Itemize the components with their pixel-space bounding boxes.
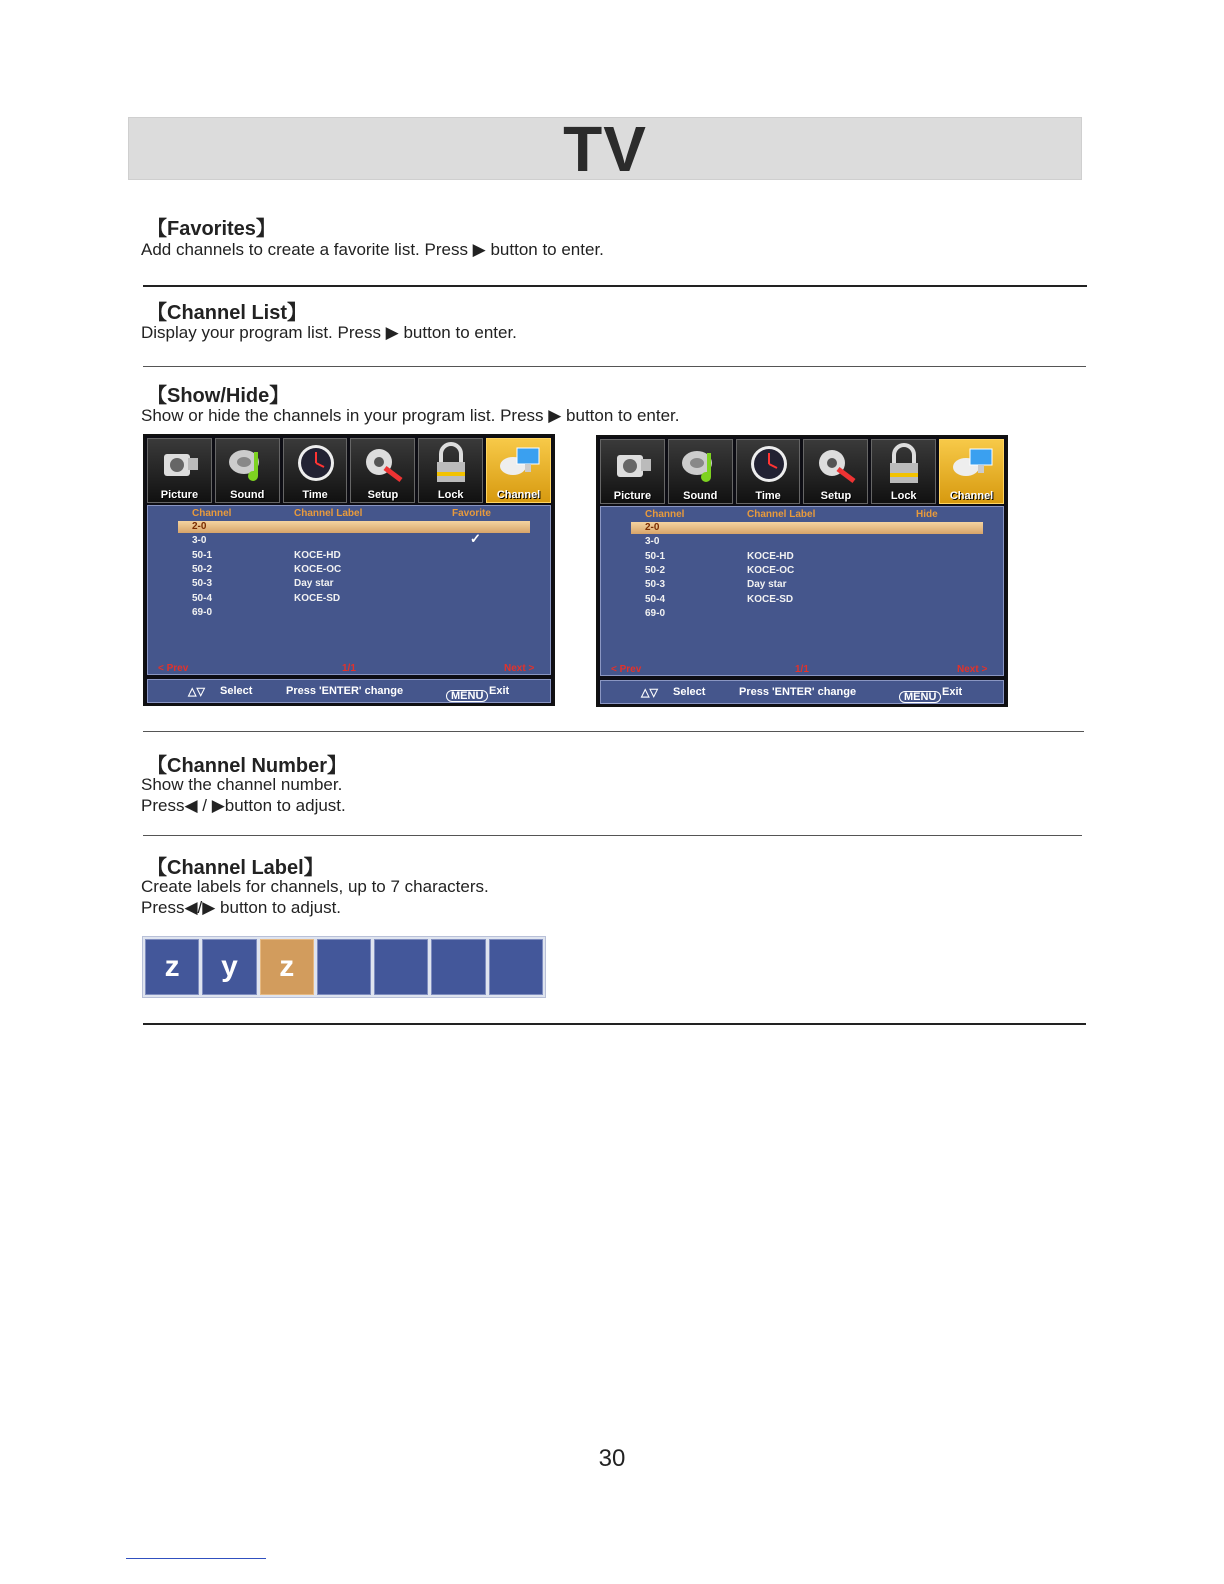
footer-enter: Press 'ENTER' change xyxy=(286,685,404,697)
tab-channel[interactable] xyxy=(939,439,1004,504)
divider xyxy=(143,731,1084,732)
footer-enter: Press 'ENTER' change xyxy=(739,686,857,698)
row-channel[interactable]: 3-0 xyxy=(192,535,207,547)
prev-link[interactable]: < Prev xyxy=(611,664,642,675)
tab-lock[interactable] xyxy=(871,439,936,504)
divider xyxy=(143,835,1082,836)
menu-tabs xyxy=(147,438,551,503)
tab-label: Setup xyxy=(820,490,852,502)
show-hide-text: Show or hide the channels in your program list. Press ▶ button to enter. xyxy=(141,406,680,425)
channel-list-text: Display your program list. Press ▶ button to enter. xyxy=(141,323,517,342)
up-down-icon: △▽ xyxy=(188,686,205,698)
tab-label: Time xyxy=(302,489,328,501)
show-hide-heading: 【Show/Hide】 xyxy=(147,385,290,407)
row-channel[interactable]: 50-3 xyxy=(192,578,213,590)
tab-label: Lock xyxy=(890,490,917,502)
tab-lock[interactable] xyxy=(418,438,483,503)
col-channel: Channel xyxy=(645,509,685,520)
label-char[interactable]: y xyxy=(202,939,256,995)
col-menu_left: Favorite xyxy=(452,508,491,519)
menu-footer: △▽ Select Press 'ENTER' change MENU Exit xyxy=(147,679,551,703)
tab-label: Channel xyxy=(949,490,994,502)
divider xyxy=(143,285,1087,287)
tv-menu-hide xyxy=(596,435,1008,707)
tab-picture[interactable] xyxy=(147,438,212,503)
row-label: KOCE-SD xyxy=(294,592,341,604)
page-indicator: 1/1 xyxy=(795,664,809,675)
tab-setup[interactable] xyxy=(350,438,415,503)
channel-label-line2: Press◀/▶ button to adjust. xyxy=(141,898,342,917)
row-label: KOCE-HD xyxy=(747,550,794,562)
tab-time[interactable] xyxy=(736,439,801,504)
up-down-icon: △▽ xyxy=(641,687,658,699)
row-channel[interactable]: 69-0 xyxy=(645,607,666,619)
row-channel[interactable]: 50-3 xyxy=(645,579,666,591)
prev-label: Prev xyxy=(619,664,642,675)
page-indicator: 1/1 xyxy=(342,663,356,674)
footer-exit: Exit xyxy=(489,685,510,697)
tab-label: Picture xyxy=(613,490,652,502)
tab-channel[interactable] xyxy=(486,438,551,503)
favorites-heading: 【Favorites】 xyxy=(147,218,276,240)
row-label: Day star xyxy=(294,578,334,590)
row-label: KOCE-OC xyxy=(747,564,795,576)
col-channel-label: Channel Label xyxy=(294,508,363,519)
prev-link[interactable]: < Prev xyxy=(158,663,189,674)
channel-label-editor xyxy=(142,936,546,998)
row-label: KOCE-SD xyxy=(747,593,794,605)
tv-menu-favorite xyxy=(143,434,555,706)
row-channel[interactable]: 50-4 xyxy=(645,593,666,605)
label-char[interactable] xyxy=(374,939,428,995)
selection-highlight xyxy=(631,522,983,534)
channel-number-line2: Press◀ / ▶button to adjust. xyxy=(141,796,346,815)
footer-select: Select xyxy=(220,685,253,697)
tab-label: Lock xyxy=(437,489,464,501)
divider xyxy=(143,366,1086,367)
col-menu_right: Hide xyxy=(916,509,938,520)
prev-label: Prev xyxy=(166,663,189,674)
label-char[interactable] xyxy=(489,939,543,995)
row-channel[interactable]: 3-0 xyxy=(645,536,660,548)
tab-label: Channel xyxy=(496,489,541,501)
channel-number-heading: 【Channel Number】 xyxy=(147,755,348,777)
footer-rule xyxy=(126,1558,266,1559)
channel-number-line1: Show the channel number. xyxy=(141,775,343,794)
label-char-active[interactable]: z xyxy=(260,939,314,995)
row-label: KOCE-OC xyxy=(294,563,342,575)
tab-label: Picture xyxy=(160,489,199,501)
next-label: Next xyxy=(504,663,526,674)
tab-label: Setup xyxy=(367,489,399,501)
divider xyxy=(143,1023,1086,1025)
next-label: Next xyxy=(957,664,979,675)
tab-label: Sound xyxy=(683,490,718,502)
channel-list-panel xyxy=(147,505,551,675)
tab-picture[interactable] xyxy=(600,439,665,504)
row-channel[interactable]: 50-2 xyxy=(645,564,666,576)
tab-setup[interactable] xyxy=(803,439,868,504)
footer-exit: Exit xyxy=(942,686,963,698)
tab-sound[interactable] xyxy=(215,438,280,503)
row-channel[interactable]: 50-1 xyxy=(645,550,666,562)
menu-tabs xyxy=(600,439,1004,504)
channel-list-panel xyxy=(600,506,1004,676)
page-number: 30 xyxy=(598,1445,626,1472)
favorites-text: Add channels to create a favorite list. Press ▶ button to enter. xyxy=(141,240,604,259)
favorite-check-icon: ✓ xyxy=(470,531,481,546)
channel-label-line1: Create labels for channels, up to 7 characters. xyxy=(141,877,489,896)
page-title: TV xyxy=(563,113,647,185)
col-channel: Channel xyxy=(192,508,232,519)
row-label: KOCE-HD xyxy=(294,549,341,561)
footer-select: Select xyxy=(673,686,706,698)
tab-sound[interactable] xyxy=(668,439,733,504)
row-channel[interactable]: 2-0 xyxy=(192,521,207,532)
tab-time[interactable] xyxy=(283,438,348,503)
tab-label: Sound xyxy=(230,489,265,501)
channel-list-heading: 【Channel List】 xyxy=(147,302,308,324)
row-channel[interactable]: 2-0 xyxy=(645,522,660,533)
title-banner xyxy=(128,113,1082,185)
row-channel[interactable]: 50-2 xyxy=(192,563,213,575)
tab-label: Time xyxy=(755,490,781,502)
label-char[interactable] xyxy=(317,939,371,995)
channel-label-heading: 【Channel Label】 xyxy=(147,857,324,879)
label-char[interactable]: z xyxy=(145,939,199,995)
row-channel[interactable]: 69-0 xyxy=(192,606,213,618)
menu-footer: △▽ Select Press 'ENTER' change MENU Exit xyxy=(600,680,1004,704)
col-channel-label: Channel Label xyxy=(747,509,816,520)
next-link[interactable]: Next > xyxy=(504,663,535,674)
row-channel[interactable]: 50-1 xyxy=(192,549,213,561)
row-channel[interactable]: 50-4 xyxy=(192,592,213,604)
label-char[interactable] xyxy=(431,939,485,995)
next-link[interactable]: Next > xyxy=(957,664,988,675)
row-label: Day star xyxy=(747,579,787,591)
